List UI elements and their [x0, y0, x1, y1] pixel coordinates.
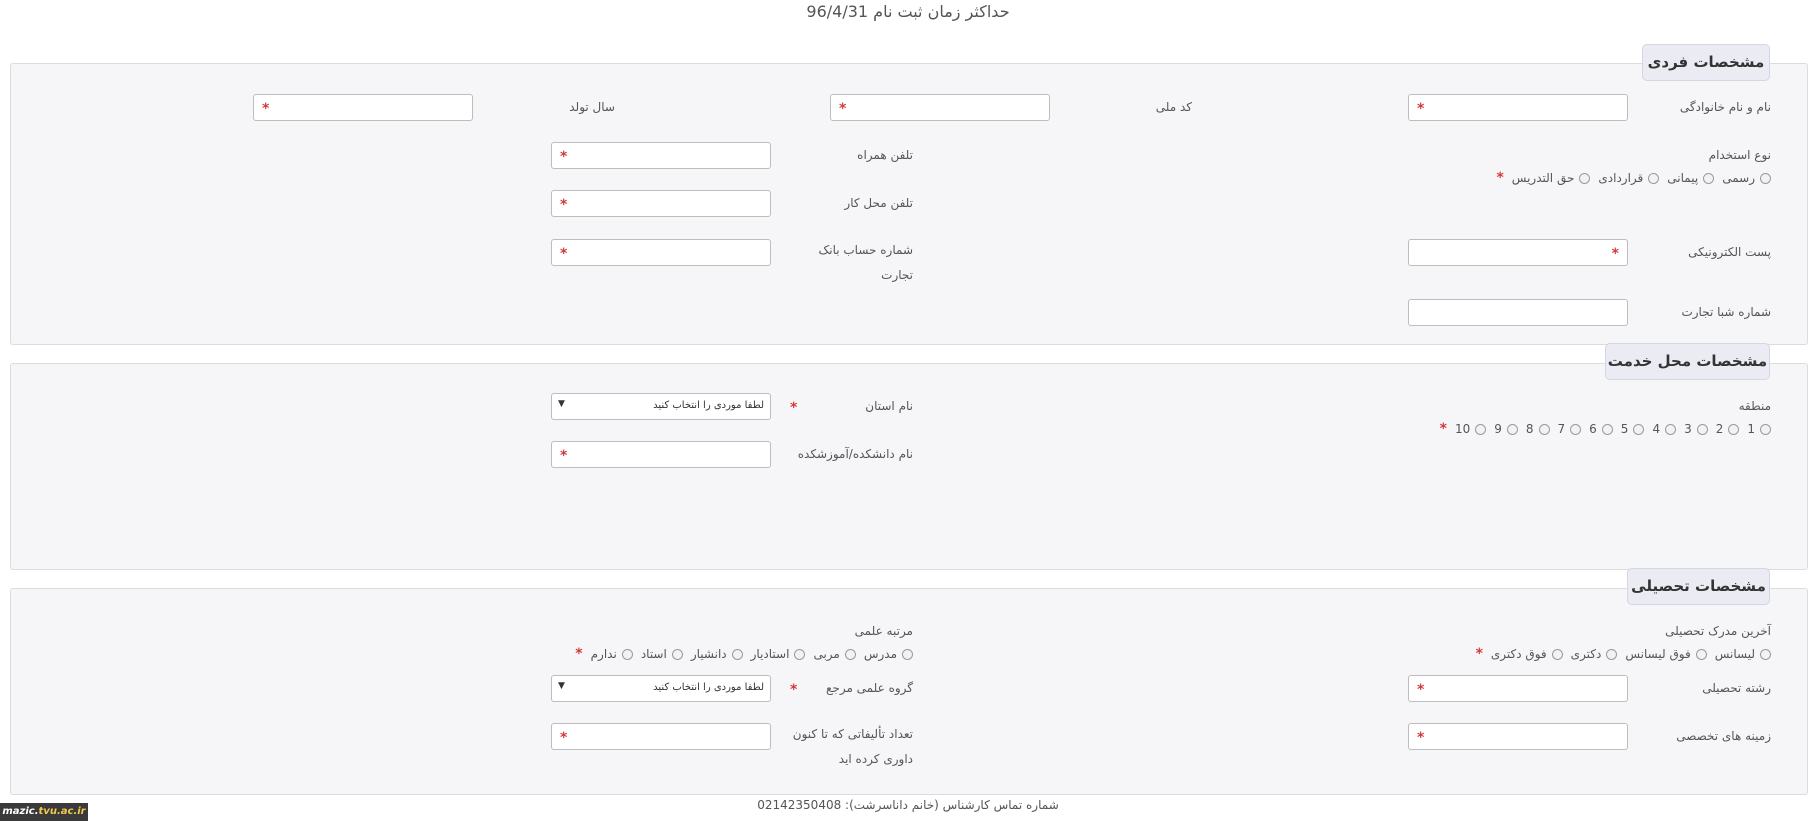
chevron-down-icon[interactable]: ▼	[558, 399, 565, 409]
radio-circle-icon[interactable]	[732, 649, 743, 660]
registration-deadline: حداکثر زمان ثبت نام 96/4/31	[806, 2, 1010, 21]
radio-circle-icon[interactable]	[1579, 173, 1590, 184]
radio-circle-icon[interactable]	[902, 649, 913, 660]
radio-circle-icon[interactable]	[1760, 649, 1771, 660]
region-option-7[interactable]: 7	[1558, 422, 1582, 436]
employment-option-hourly[interactable]: حق التدریس	[1512, 171, 1591, 185]
required-star: *	[560, 197, 568, 213]
birth-year-input[interactable]	[253, 94, 473, 121]
email-input[interactable]	[1408, 239, 1628, 266]
expert-contact-info: شماره تماس کارشناس (خانم داناسرشت): 02142350408	[757, 798, 1059, 812]
college-label: نام دانشکده/آموزشکده	[797, 447, 913, 461]
region-radio-group	[1440, 420, 1771, 438]
full-name-label: نام و نام خانوادگی	[1679, 100, 1771, 114]
radio-circle-icon[interactable]	[1633, 424, 1644, 435]
required-star: *	[839, 101, 847, 117]
radio-circle-icon[interactable]	[1606, 649, 1617, 660]
sheba-input[interactable]	[1408, 299, 1628, 326]
bank-account-input[interactable]	[551, 239, 771, 266]
radio-circle-icon[interactable]	[1475, 424, 1486, 435]
region-option-8[interactable]: 8	[1526, 422, 1550, 436]
region-option-10[interactable]: 10	[1455, 422, 1486, 436]
academic-rank-radio-group	[575, 645, 913, 663]
employment-option-contractual[interactable]: پیمانی	[1667, 171, 1714, 185]
region-label: منطقه	[1738, 399, 1771, 413]
rank-option-professor[interactable]: استاد	[641, 647, 683, 661]
field-of-study-input[interactable]	[1408, 675, 1628, 702]
education-info-legend: مشخصات تحصیلی	[1627, 568, 1770, 605]
region-option-1[interactable]: 1	[1747, 422, 1771, 436]
service-info-legend: مشخصات محل خدمت	[1605, 343, 1770, 380]
service-info-panel	[10, 363, 1808, 570]
employment-type-label: نوع استخدام	[1708, 148, 1771, 162]
region-option-9[interactable]: 9	[1494, 422, 1518, 436]
rank-option-associate-professor[interactable]: دانشیار	[691, 647, 743, 661]
bank-account-label: شماره حساب بانک تجارت	[818, 243, 913, 282]
radio-circle-icon[interactable]	[1570, 424, 1581, 435]
rank-option-instructor[interactable]: مدرس	[864, 647, 913, 661]
radio-circle-icon[interactable]	[845, 649, 856, 660]
required-star: *	[790, 682, 798, 698]
degree-option-phd[interactable]: دکتری	[1571, 647, 1618, 661]
required-star: *	[1417, 730, 1425, 746]
mobile-input[interactable]	[551, 142, 771, 169]
sheba-label: شماره شبا تجارت	[1681, 305, 1771, 319]
required-star: *	[560, 246, 568, 262]
radio-circle-icon[interactable]	[1728, 424, 1739, 435]
required-star: *	[1417, 101, 1425, 117]
degree-label: آخرین مدرک تحصیلی	[1665, 624, 1771, 638]
scientific-group-label: گروه علمی مرجع	[826, 681, 913, 695]
degree-option-postdoc[interactable]: فوق دکتری	[1491, 647, 1563, 661]
degree-radio-group	[1476, 645, 1771, 663]
birth-year-label: سال تولد	[569, 100, 615, 114]
specialty-label: زمینه های تخصصی	[1676, 729, 1771, 743]
required-star: *	[560, 448, 568, 464]
required-star: *	[1417, 682, 1425, 698]
required-star: *	[560, 730, 568, 746]
personal-info-legend: مشخصات فردی	[1642, 44, 1770, 81]
degree-option-bachelor[interactable]: لیسانس	[1715, 647, 1771, 661]
radio-circle-icon[interactable]	[1760, 424, 1771, 435]
rank-option-assistant-professor[interactable]: استادیار	[751, 647, 806, 661]
region-option-3[interactable]: 3	[1684, 422, 1708, 436]
site-watermark-logo: mazic.tvu.ac.ir	[0, 803, 88, 821]
province-select-value: لطفا موردی را انتخاب کنید	[653, 400, 764, 411]
radio-circle-icon[interactable]	[1665, 424, 1676, 435]
required-star: *	[560, 149, 568, 165]
required-star: *	[790, 400, 798, 416]
publications-reviewed-input[interactable]	[551, 723, 771, 750]
rank-option-lecturer[interactable]: مربی	[813, 647, 855, 661]
chevron-down-icon[interactable]: ▼	[558, 681, 565, 691]
required-star: *	[1439, 421, 1447, 437]
radio-circle-icon[interactable]	[672, 649, 683, 660]
required-star: *	[262, 101, 270, 117]
radio-circle-icon[interactable]	[1552, 649, 1563, 660]
specialty-input[interactable]	[1408, 723, 1628, 750]
required-star: *	[575, 646, 583, 662]
work-phone-input[interactable]	[551, 190, 771, 217]
required-star: *	[1611, 246, 1619, 262]
national-code-label: کد ملی	[1155, 100, 1192, 114]
employment-type-radio-group	[1496, 169, 1771, 187]
college-input[interactable]	[551, 441, 771, 468]
employment-option-official[interactable]: رسمی	[1722, 171, 1771, 185]
full-name-input[interactable]	[1408, 94, 1628, 121]
work-phone-label: تلفن محل کار	[844, 196, 913, 210]
scientific-group-select-value: لطفا موردی را انتخاب کنید	[653, 682, 764, 693]
scientific-group-select[interactable]	[551, 675, 771, 702]
required-star: *	[1496, 170, 1504, 186]
radio-circle-icon[interactable]	[1602, 424, 1613, 435]
email-label: پست الکترونیکی	[1688, 245, 1771, 259]
radio-circle-icon[interactable]	[794, 649, 805, 660]
radio-circle-icon[interactable]	[1648, 173, 1659, 184]
region-option-2[interactable]: 2	[1716, 422, 1740, 436]
mobile-label: تلفن همراه	[857, 148, 913, 162]
employment-option-agreement[interactable]: قراردادی	[1598, 171, 1659, 185]
required-star: *	[1475, 646, 1483, 662]
radio-circle-icon[interactable]	[1697, 424, 1708, 435]
radio-circle-icon[interactable]	[1696, 649, 1707, 660]
radio-circle-icon[interactable]	[1760, 173, 1771, 184]
radio-circle-icon[interactable]	[1507, 424, 1518, 435]
degree-option-master[interactable]: فوق لیسانس	[1625, 647, 1706, 661]
academic-rank-label: مرتبه علمی	[854, 624, 913, 638]
national-code-input[interactable]	[830, 94, 1050, 121]
region-option-6[interactable]: 6	[1589, 422, 1613, 436]
radio-circle-icon[interactable]	[622, 649, 633, 660]
publications-reviewed-label: تعداد تألیفاتی که تا کنون داوری کرده اید	[792, 727, 913, 766]
field-of-study-label: رشته تحصیلی	[1702, 681, 1771, 695]
province-label: نام استان	[865, 399, 913, 413]
province-select[interactable]	[551, 393, 771, 420]
region-option-4[interactable]: 4	[1652, 422, 1676, 436]
rank-option-none[interactable]: ندارم	[591, 647, 633, 661]
radio-circle-icon[interactable]	[1539, 424, 1550, 435]
radio-circle-icon[interactable]	[1703, 173, 1714, 184]
region-option-5[interactable]: 5	[1621, 422, 1645, 436]
